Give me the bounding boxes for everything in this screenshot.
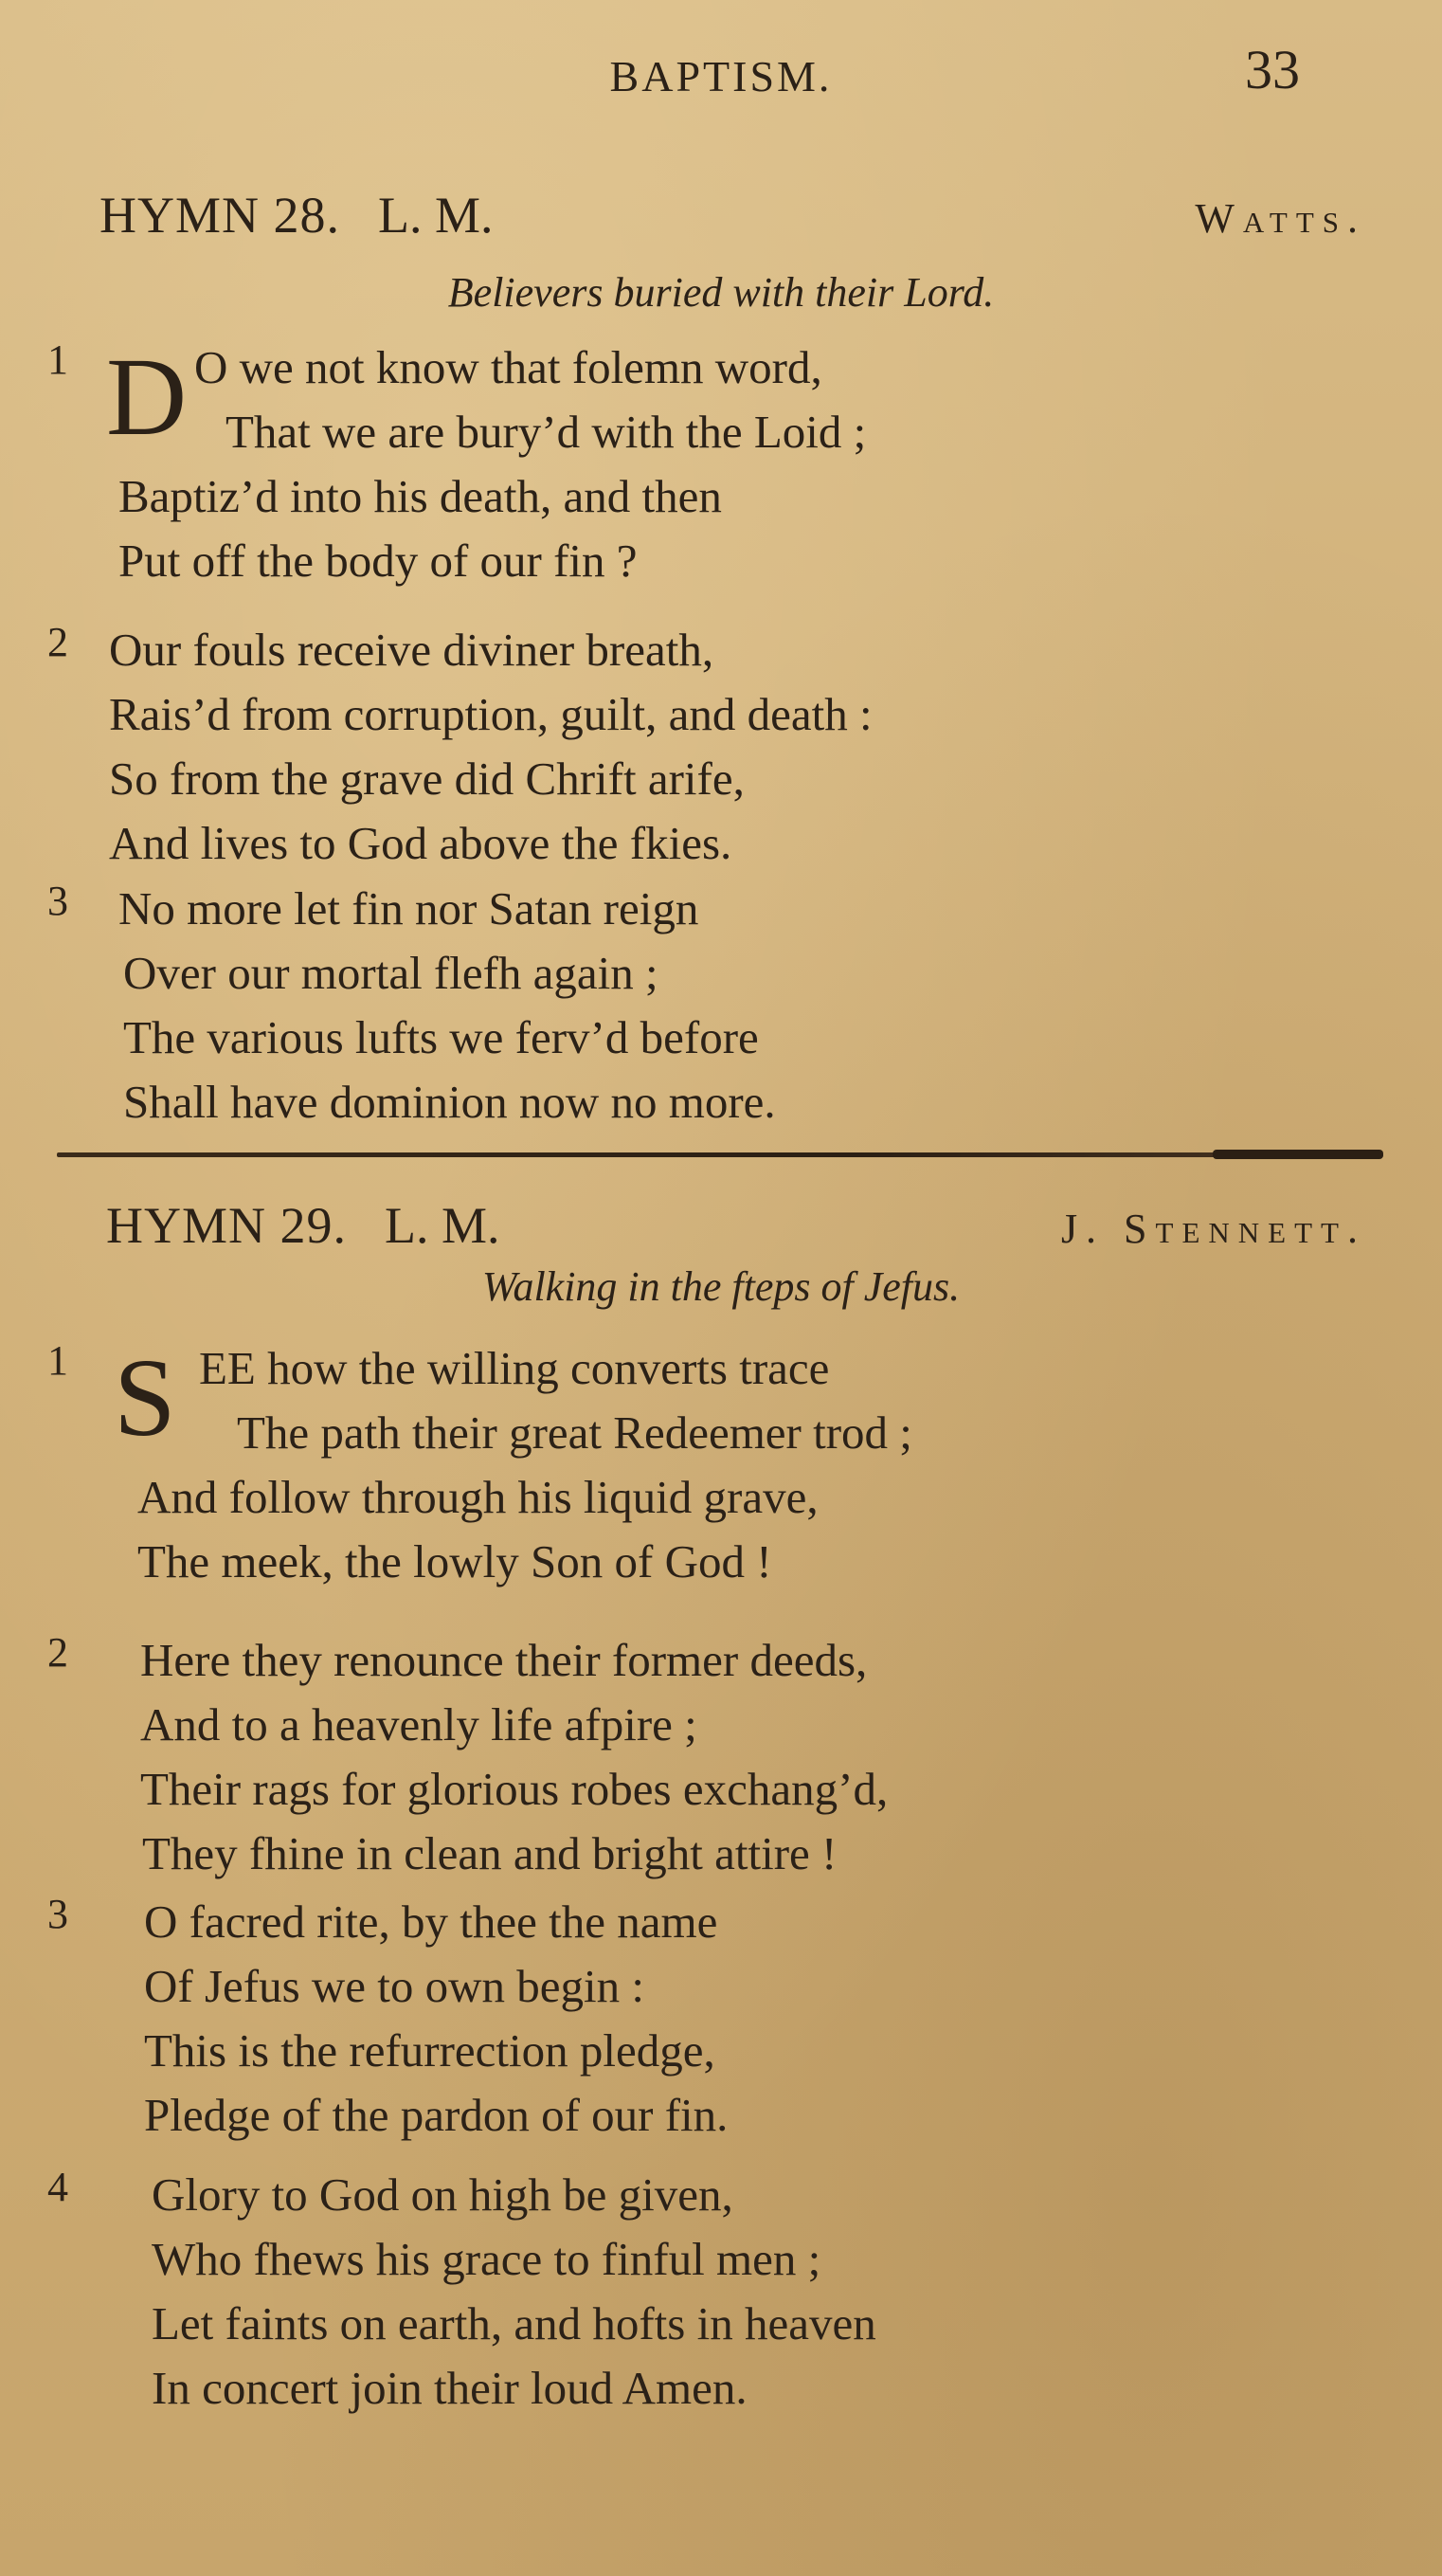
verse-line: The various lufts we ferv’d before: [123, 1011, 759, 1063]
verse-number: 2: [47, 1629, 68, 1676]
verse-number: 2: [47, 619, 68, 665]
hymn-number: HYMN 29.: [106, 1197, 348, 1254]
hymn-29-header: [106, 1196, 1366, 1255]
verse-line: No more let fin nor Satan reign: [118, 882, 699, 934]
verse-number: 4: [47, 2164, 68, 2210]
hymn-28-header: [99, 186, 1366, 245]
page-number: 33: [1245, 39, 1300, 100]
stanza: [0, 618, 1345, 876]
verse-line: Who fhews his grace to finful men ;: [152, 2233, 821, 2285]
stanza: [0, 2163, 1345, 2421]
verse-line: And lives to God above the fkies.: [109, 817, 732, 869]
hymn-subtitle: Believers buried with their Lord.: [447, 269, 995, 316]
hymn-number: HYMN 28.: [99, 187, 341, 244]
verse-line: They fhine in clean and bright attire !: [142, 1827, 838, 1879]
verse-line: This is the refurrection pledge,: [144, 2024, 715, 2077]
verse-line: In concert join their loud Amen.: [152, 2362, 748, 2414]
verse-line: Let faints on earth, and hofts in heaven: [152, 2297, 876, 2349]
hymn-author: J. Stennett.: [1060, 1206, 1366, 1252]
verse-line: Our fouls receive diviner breath,: [109, 624, 714, 676]
verse-line: EE how the willing converts trace: [199, 1342, 830, 1394]
verse-line: Put off the body of our fin ?: [118, 535, 638, 587]
verse-number: 1: [47, 1337, 68, 1384]
verse-line: Of Jefus we to own begin :: [144, 1960, 645, 2012]
verse-line: Here they renounce their former deeds,: [140, 1634, 868, 1686]
verse-line: The path their great Redeemer trod ;: [237, 1406, 912, 1459]
verse-line: And to a heavenly life afpire ;: [140, 1698, 697, 1751]
verse-number: 3: [47, 878, 68, 924]
running-head: BAPTISM.: [609, 52, 833, 100]
stanza: [0, 336, 1345, 593]
hymn-meter: L. M.: [378, 187, 494, 244]
verse-line: O we not know that folemn word,: [194, 341, 822, 393]
stanza: [0, 877, 1345, 1134]
verse-line: Rais’d from corruption, guilt, and death :: [109, 688, 873, 740]
hymn-meter: L. M.: [385, 1197, 500, 1254]
stanza: [0, 1628, 1345, 1886]
stanza: [0, 1336, 1345, 1594]
verse-line: Their rags for glorious robes exchang’d,: [140, 1763, 889, 1815]
drop-cap: S: [114, 1335, 176, 1460]
verse-line: Pledge of the pardon of our fin.: [144, 2089, 729, 2141]
verse-line: Shall have dominion now no more.: [123, 1076, 776, 1128]
verse-line: That we are bury’d with the Loid ;: [225, 406, 867, 458]
verse-line: Over our mortal flefh again ;: [123, 947, 658, 999]
drop-cap: D: [106, 335, 188, 459]
verse-line: And follow through his liquid grave,: [137, 1471, 819, 1523]
verse-line: O facred rite, by thee the name: [144, 1896, 718, 1948]
stanza: [0, 1890, 1345, 2148]
verse-number: 1: [47, 336, 68, 383]
verse-number: 3: [47, 1891, 68, 1937]
verse-line: The meek, the lowly Son of God !: [137, 1535, 772, 1587]
verse-line: So from the grave did Chrift arife,: [109, 753, 745, 805]
verse-line: Glory to God on high be given,: [152, 2168, 733, 2221]
verse-line: Baptiz’d into his death, and then: [118, 470, 722, 522]
hymn-subtitle: Walking in the fteps of Jefus.: [481, 1263, 961, 1310]
hymn-author: Watts.: [1195, 195, 1366, 242]
section-divider: [57, 1152, 1383, 1157]
